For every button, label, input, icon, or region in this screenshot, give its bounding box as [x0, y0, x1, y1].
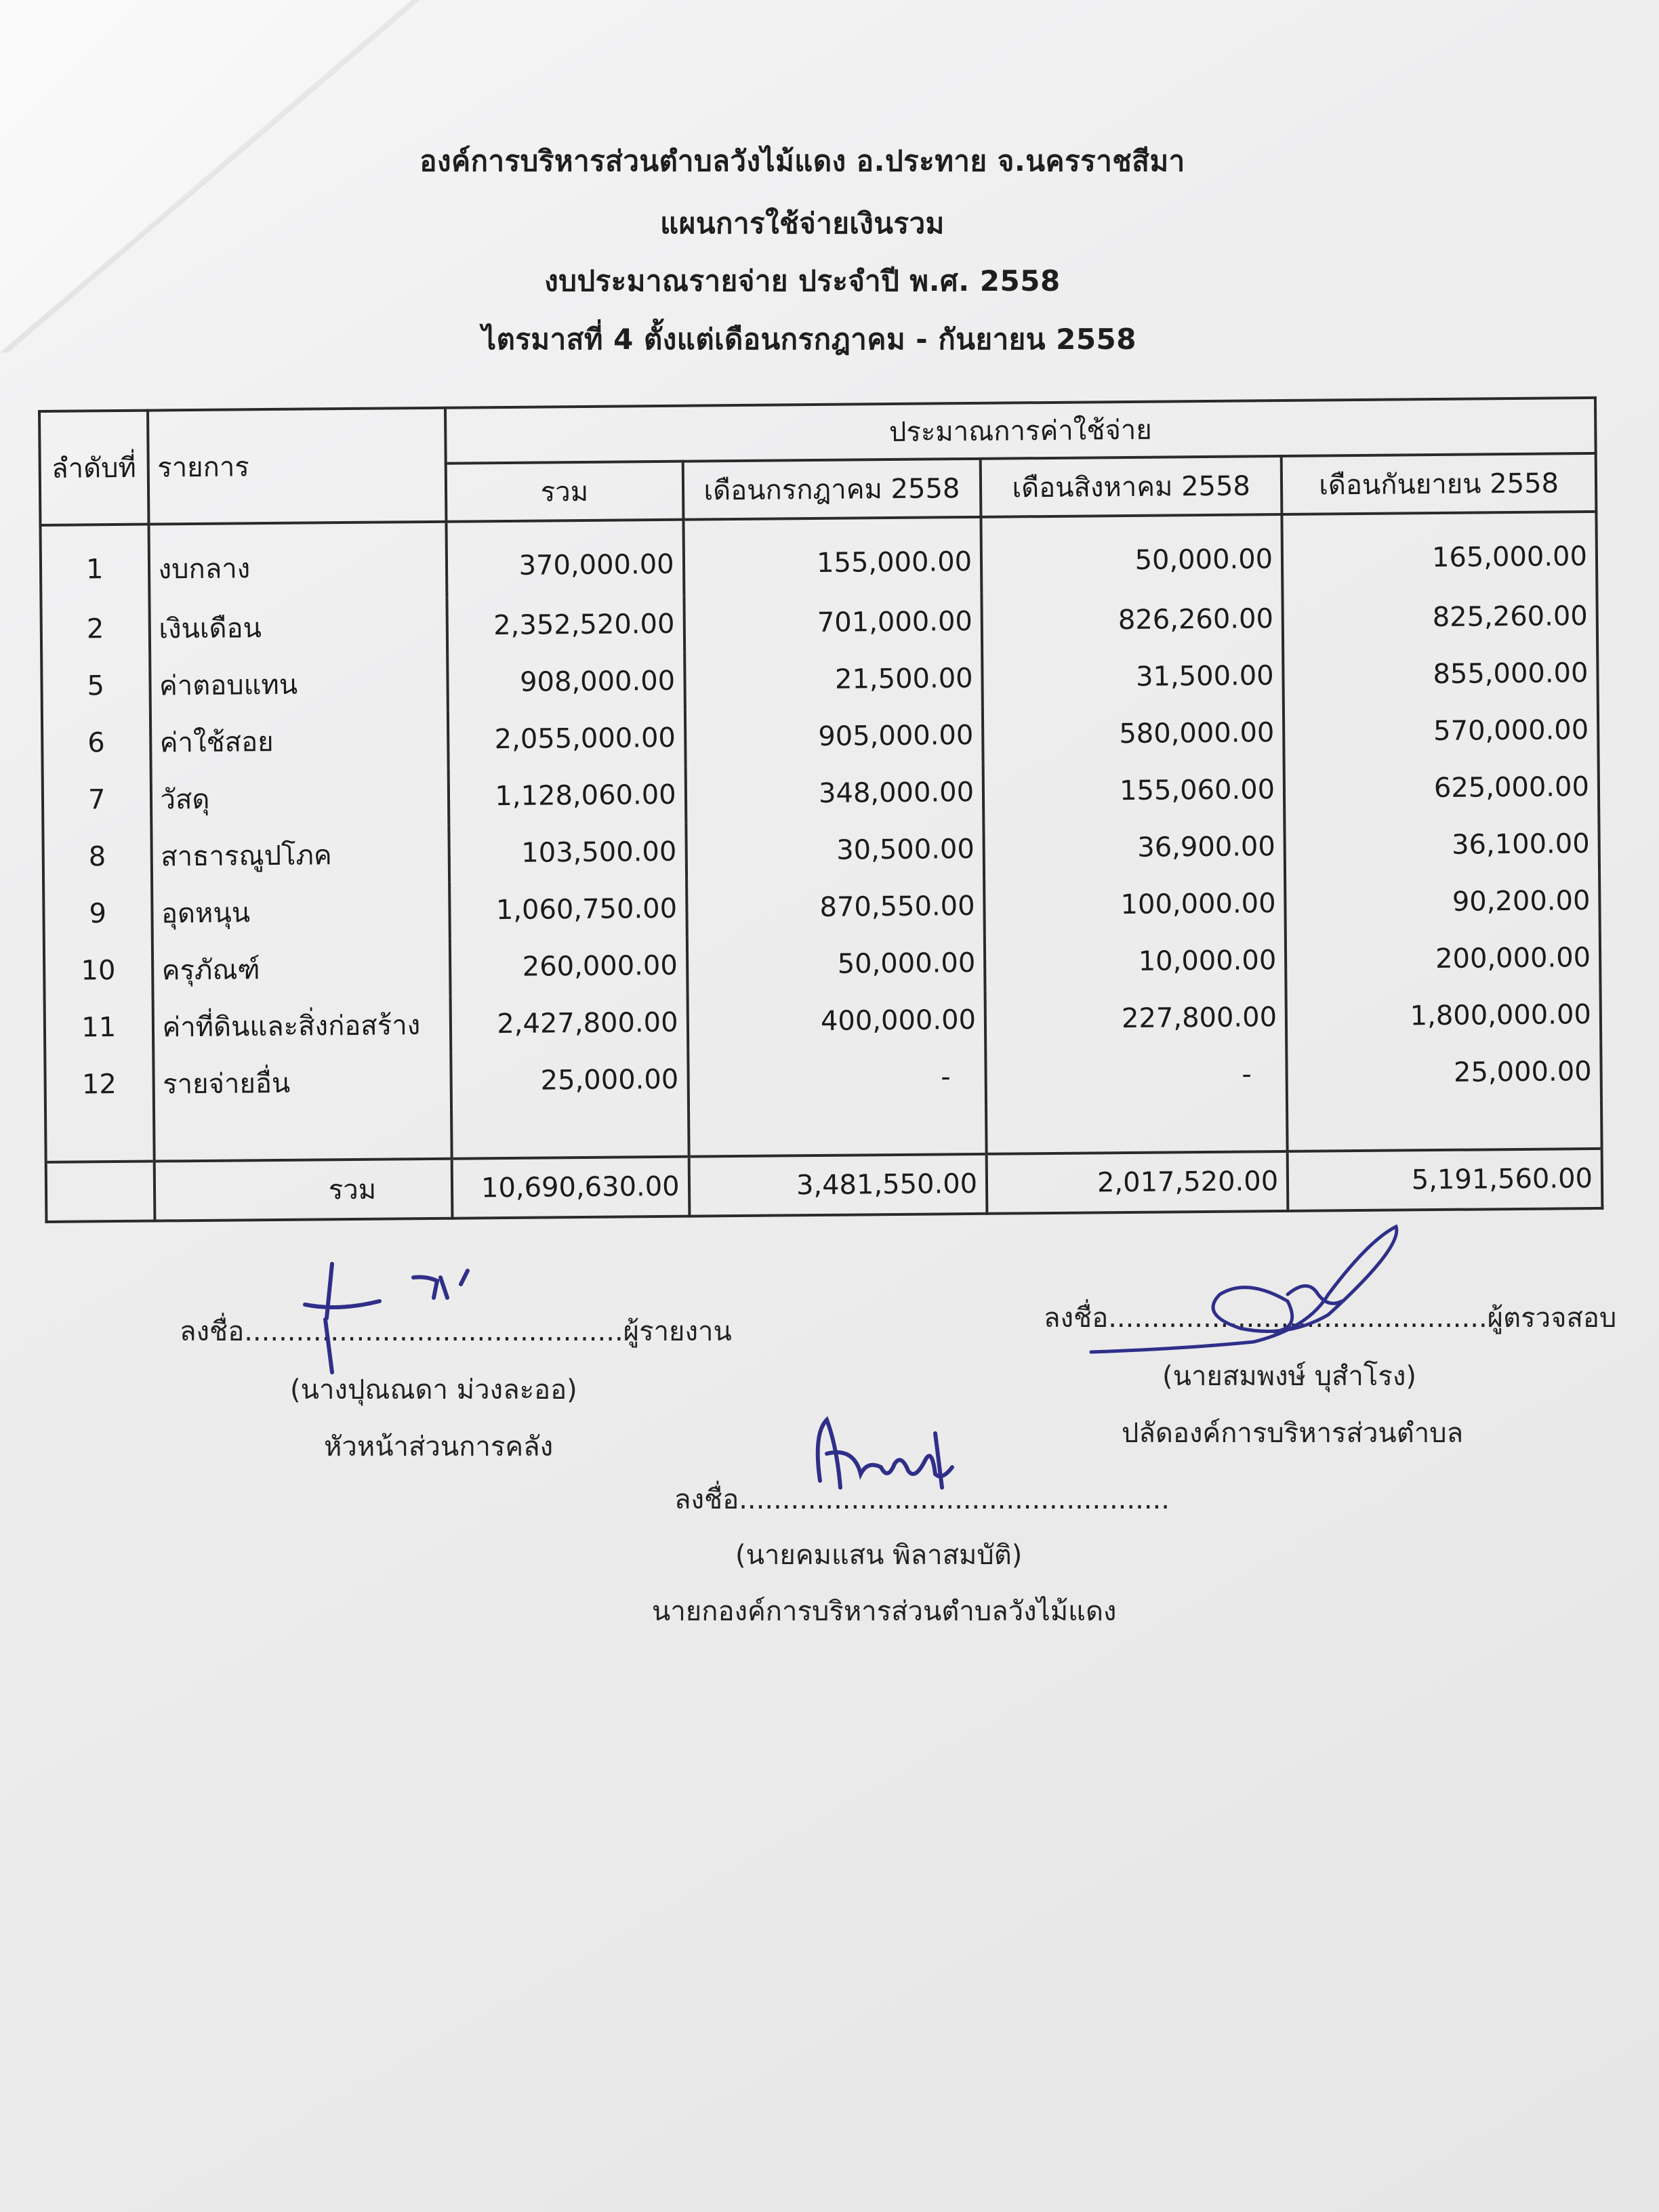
cell-total: 2,352,520.00	[447, 596, 684, 655]
total-row-sum: 10,690,630.00	[452, 1157, 689, 1218]
mayor-sign-line: ลงชื่อ..................................................	[674, 1484, 1170, 1515]
cell-september: 570,000.00	[1284, 701, 1599, 761]
cell-index: 11	[45, 999, 153, 1057]
cell-august: 580,000.00	[983, 704, 1284, 764]
cell-index: 10	[44, 942, 152, 1000]
cell-item: ค่าใช้สอย	[150, 712, 448, 771]
cell-index: 6	[42, 714, 150, 772]
total-row-september: 5,191,560.00	[1288, 1149, 1603, 1211]
budget-table	[38, 396, 1603, 1223]
cell-item: ค่าที่ดินและสิ่งก่อสร้าง	[152, 996, 451, 1056]
spacer-cell	[45, 1113, 154, 1162]
cell-total: 25,000.00	[451, 1051, 688, 1110]
mayor-name: (นายคมแสน พิลาสมบัติ)	[735, 1540, 1023, 1571]
cell-july: 155,000.00	[683, 517, 981, 596]
checker-sign-line: ลงชื่อ............................................ผู้ตรวจสอบ	[1044, 1303, 1617, 1334]
cell-august: 155,060.00	[983, 761, 1285, 821]
total-row-august: 2,017,520.00	[987, 1151, 1288, 1214]
reporter-name: (นางปุณณดา ม่วงละออ)	[290, 1374, 577, 1406]
cell-item: งบกลาง	[148, 522, 447, 600]
budget-table-wrapper	[38, 396, 1604, 1237]
cell-index: 9	[43, 885, 152, 943]
table-body	[40, 512, 1601, 1162]
spacer-cell	[451, 1108, 689, 1159]
cell-august: 10,000.00	[985, 932, 1286, 991]
cell-index: 12	[45, 1056, 153, 1113]
total-row-label: รวม	[154, 1159, 452, 1221]
cell-item: วัสดุ	[150, 769, 449, 828]
cell-august: 31,500.00	[982, 647, 1284, 707]
org-title: องค์การบริหารส่วนตำบลวังไม้แดง อ.ประทาย จ.นครราชสีมา	[419, 144, 1185, 178]
cell-july: 905,000.00	[685, 707, 983, 766]
col-header-july: เดือนกรกฎาคม 2558	[682, 459, 981, 520]
cell-total: 1,060,750.00	[449, 880, 687, 939]
cell-july: 870,550.00	[687, 878, 985, 937]
cell-july: 348,000.00	[685, 764, 983, 823]
cell-august: -	[985, 1046, 1287, 1105]
cell-item: ครุภัณฑ์	[152, 939, 450, 999]
cell-september: 1,800,000.00	[1286, 986, 1601, 1046]
cell-item: เงินเดือน	[149, 598, 447, 657]
cell-july: 400,000.00	[687, 991, 985, 1051]
cell-item: อุดหนุน	[152, 882, 450, 942]
cell-august: 50,000.00	[981, 514, 1283, 593]
spacer-cell	[689, 1105, 987, 1157]
reporter-signature-mark	[298, 1257, 515, 1386]
cell-total: 103,500.00	[449, 823, 686, 882]
cell-total: 2,427,800.00	[451, 994, 688, 1053]
cell-september: 25,000.00	[1286, 1043, 1601, 1103]
cell-september: 165,000.00	[1282, 512, 1597, 590]
cell-total: 908,000.00	[447, 653, 684, 712]
cell-july: 50,000.00	[687, 935, 985, 994]
cell-index: 5	[41, 657, 150, 715]
cell-total: 2,055,000.00	[448, 710, 685, 769]
cell-august: 36,900.00	[983, 818, 1285, 878]
cell-august: 826,260.00	[982, 590, 1284, 650]
cell-index: 8	[43, 828, 151, 886]
cell-index: 2	[41, 600, 149, 658]
col-header-september: เดือนกันยายน 2558	[1282, 453, 1597, 514]
cell-july: 701,000.00	[684, 593, 982, 653]
mayor-signature-mark	[806, 1406, 983, 1501]
cell-september: 855,000.00	[1283, 644, 1598, 704]
reporter-title: หัวหน้าส่วนการคลัง	[324, 1431, 554, 1462]
cell-september: 36,100.00	[1284, 815, 1599, 875]
reporter-sign-line: ลงชื่อ............................................ผู้รายงาน	[180, 1316, 732, 1347]
cell-july: -	[688, 1048, 986, 1108]
total-row-empty-cell	[46, 1162, 155, 1222]
spacer-cell	[1287, 1100, 1601, 1151]
cell-september: 90,200.00	[1285, 872, 1600, 932]
cell-september: 825,260.00	[1283, 588, 1598, 647]
col-header-august: เดือนสิงหาคม 2558	[981, 456, 1282, 517]
cell-item: รายจ่ายอื่น	[153, 1053, 451, 1113]
spacer-cell	[154, 1110, 452, 1162]
mayor-title: นายกองค์การบริหารส่วนตำบลวังไม้แดง	[652, 1596, 1117, 1627]
cell-august: 227,800.00	[985, 989, 1287, 1048]
table-total-row	[46, 1149, 1603, 1222]
quarter-title: ไตรมาสที่ 4 ตั้งแต่เดือนกรกฎาคม - กันยายน 2558	[481, 323, 1137, 356]
col-header-index: ลำดับที่	[39, 411, 148, 525]
cell-item: สาธารณูปโภค	[151, 825, 449, 885]
cell-september: 200,000.00	[1286, 929, 1601, 989]
plan-title: แผนการใช้จ่ายเงินรวม	[660, 207, 945, 240]
cell-total: 370,000.00	[447, 520, 684, 598]
col-header-total: รวม	[446, 462, 683, 522]
spacer-cell	[986, 1103, 1288, 1154]
cell-total: 260,000.00	[450, 937, 687, 996]
table-row	[40, 512, 1597, 601]
checker-signature-mark	[1084, 1213, 1410, 1362]
cell-july: 21,500.00	[684, 650, 983, 710]
cell-index: 7	[43, 771, 151, 829]
cell-july: 30,500.00	[686, 821, 984, 880]
budget-year-title: งบประมาณรายจ่าย ประจำปี พ.ศ. 2558	[544, 264, 1061, 298]
cell-index: 1	[40, 525, 148, 601]
cell-september: 625,000.00	[1284, 758, 1599, 818]
checker-title: ปลัดองค์การบริหารส่วนตำบล	[1122, 1418, 1464, 1449]
col-header-group: ประมาณการค่าใช้จ่าย	[445, 398, 1596, 464]
cell-item: ค่าตอบแทน	[150, 655, 448, 714]
col-header-item: รายการ	[148, 408, 447, 525]
checker-name: (นายสมพงษ์ บุสำโรง)	[1162, 1361, 1416, 1392]
cell-august: 100,000.00	[984, 875, 1286, 935]
total-row-july: 3,481,550.00	[689, 1154, 987, 1216]
cell-total: 1,128,060.00	[449, 766, 686, 825]
